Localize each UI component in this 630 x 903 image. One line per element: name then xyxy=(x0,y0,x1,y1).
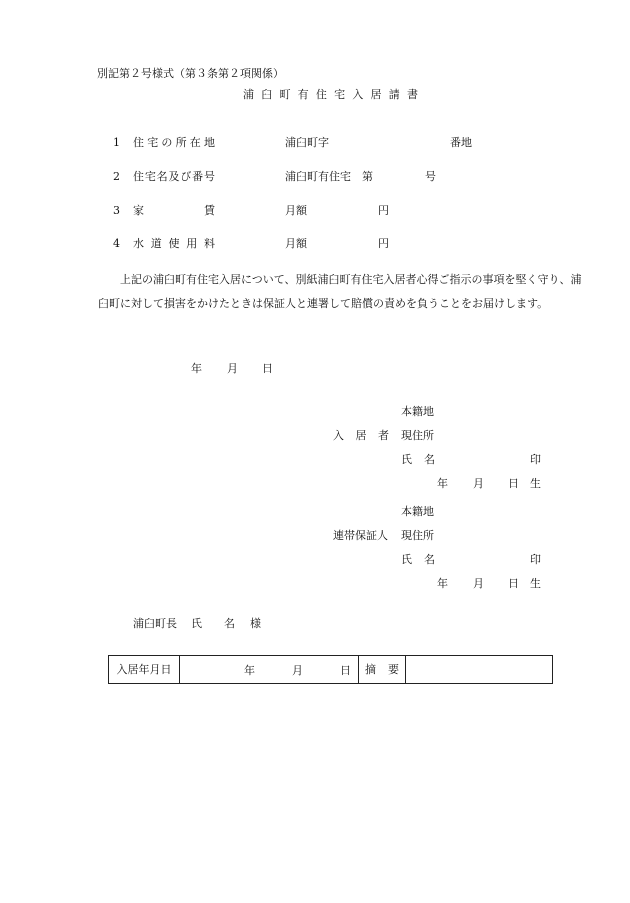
remarks-label xyxy=(359,656,406,684)
move-in-date-cell xyxy=(180,656,359,684)
item-number: 2 xyxy=(113,170,120,183)
addressee-office: 浦臼町長 xyxy=(133,617,177,630)
item-value-unit: 円 xyxy=(378,237,389,250)
item-label: 家 賃 xyxy=(133,204,215,217)
date-month: 月 xyxy=(227,362,238,375)
tenant-honseki-label: 本籍地 xyxy=(401,405,434,418)
date-day: 日 xyxy=(262,362,273,375)
move-in-day: 日 xyxy=(340,664,351,677)
tenant-role-label: 入 居 者 xyxy=(333,429,389,442)
addressee-name: 氏 名 xyxy=(191,617,235,630)
guarantor-seal-mark: 印 xyxy=(530,553,541,566)
item-value: 浦臼町有住宅 第 xyxy=(285,170,373,183)
guarantor-address-label: 現住所 xyxy=(401,529,434,542)
tenant-birth-month: 月 xyxy=(473,477,484,490)
item-value-unit: 号 xyxy=(425,170,436,183)
tenant-name-label: 氏 名 xyxy=(401,453,435,466)
item-value: 月額 xyxy=(285,204,307,217)
tenant-birth-suffix: 生 xyxy=(530,477,541,490)
item-value: 月額 xyxy=(285,237,307,250)
item-value-unit: 円 xyxy=(378,204,389,217)
table-row xyxy=(109,656,553,684)
item-number: 4 xyxy=(113,237,120,250)
remarks-cell xyxy=(406,656,553,684)
pledge-paragraph: 上記の浦臼町有住宅入居について、別紙浦臼町有住宅入居者心得ご指示の事項を堅く守り、浦臼町に対して損害をかけたときは保証人と連署して賠償の責めを負うことをお届けします。 xyxy=(98,273,582,310)
item-label: 住 宅 の 所 在 地 xyxy=(133,136,215,149)
tenant-birth-day: 日 xyxy=(508,477,519,490)
record-table xyxy=(108,655,553,684)
item-number: 1 xyxy=(113,136,120,149)
move-in-date-label: 入居年月日 xyxy=(109,656,180,684)
item-label: 水 道 使 用 料 xyxy=(133,237,215,250)
item-value: 浦臼町字 xyxy=(285,136,329,149)
tenant-address-label: 現住所 xyxy=(401,429,434,442)
guarantor-birth-month: 月 xyxy=(473,577,484,590)
document-title: 浦 臼 町 有 住 宅 入 居 請 書 xyxy=(243,88,418,101)
addressee-honorific: 様 xyxy=(250,617,261,630)
item-label: 住 宅 名 及 び 番 号 xyxy=(133,170,215,183)
guarantor-birth-day: 日 xyxy=(508,577,519,590)
tenant-birth-year: 年 xyxy=(437,477,448,490)
form-label: 別記第２号様式（第３条第２項関係） xyxy=(97,67,284,80)
item-value-unit: 番地 xyxy=(450,136,472,149)
remarks-label-text: 摘 要 xyxy=(365,663,399,676)
date-year: 年 xyxy=(191,362,202,375)
guarantor-honseki-label: 本籍地 xyxy=(401,505,434,518)
guarantor-role-label: 連帯保証人 xyxy=(333,529,388,542)
guarantor-birth-suffix: 生 xyxy=(530,577,541,590)
item-number: 3 xyxy=(113,204,120,217)
move-in-month: 月 xyxy=(292,664,303,677)
tenant-seal-mark: 印 xyxy=(530,453,541,466)
guarantor-name-label: 氏 名 xyxy=(401,553,435,566)
guarantor-birth-year: 年 xyxy=(437,577,448,590)
move-in-year: 年 xyxy=(244,664,255,677)
